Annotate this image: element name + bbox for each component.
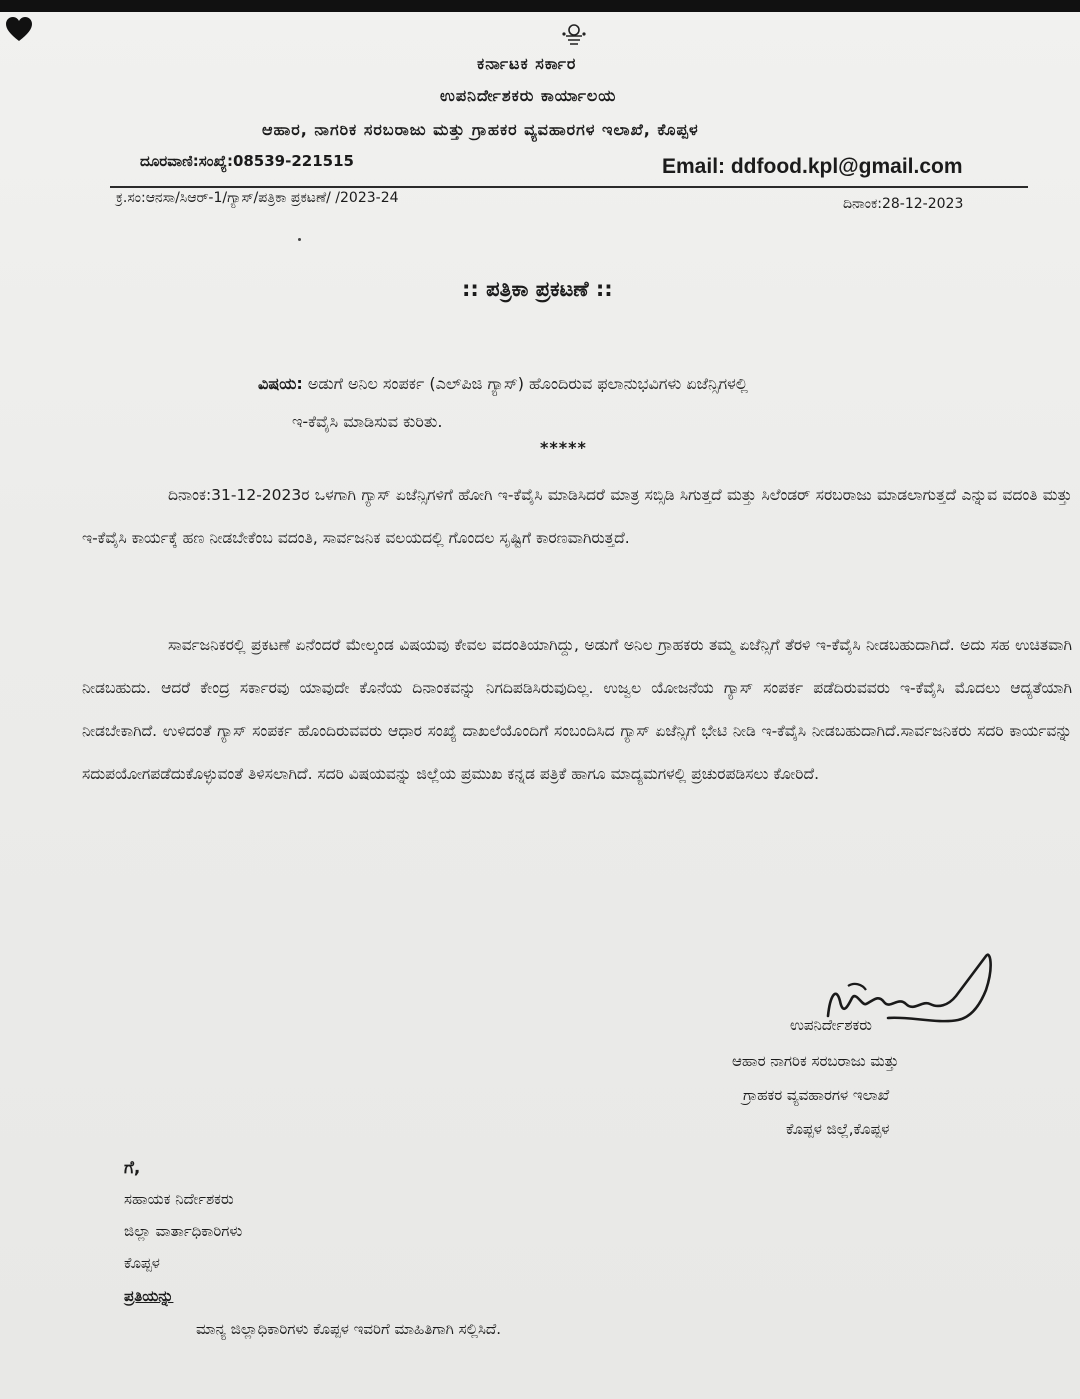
government-name: ಕರ್ನಾಟಕ ಸರ್ಕಾರ — [477, 54, 577, 73]
recipient-line-2: ಜಿಲ್ಲಾ ವಾರ್ತಾಧಿಕಾರಿಗಳು — [124, 1222, 243, 1240]
to-label: ಗೆ, — [124, 1158, 141, 1178]
signatory-designation: ಉಪನಿರ್ದೇಶಕರು — [790, 1016, 872, 1034]
copy-label: ಪ್ರತಿಯನ್ನು — [124, 1287, 174, 1305]
department-name: ಆಹಾರ, ನಾಗರಿಕ ಸರಬರಾಜು ಮತ್ತು ಗ್ರಾಹಕರ ವ್ಯವಹಾರಗಳ ಇಲಾಖೆ, ಕೊಪ್ಪಳ — [262, 120, 699, 139]
top-bar — [0, 0, 1080, 12]
reference-number: ಕ್ರ.ಸಂ:ಆನಸಾ/ಸಿಆರ್-1/ಗ್ಯಾಸ್/ಪತ್ರಿಕಾ ಪ್ರಕಟಣೆ/ /2023-24 — [116, 190, 399, 206]
email-address: Email: ddfood.kpl@gmail.com — [662, 155, 963, 178]
body-paragraph-2: ಸಾರ್ವಜನಿಕರಲ್ಲಿ ಪ್ರಕಟಣೆ ಏನೆಂದರೆ ಮೇಲ್ಕಂಡ ವಿಷಯವು ಕೇವಲ ವದಂತಿಯಾಗಿದ್ದು, ಅಡುಗೆ ಅನಿಲ ಗ್ರಾಹಕರು ತಮ್ಮ ಏಜೆನ್ಸಿಗೆ ತೆರಳಿ ಇ-ಕೆವೈಸಿ ನೀಡಬಹುದಾಗಿದೆ. ಅದು ಸಹ ಉಚಿತವಾಗಿ ನೀಡಬಹುದು. ಆದರೆ ಕೇಂದ್ರ ಸರ್ಕಾರವು ಯಾವುದೇ ಕೊನೆಯ ದಿನಾಂಕವನ್ನು ನಿಗದಿಪಡಿಸಿರುವುದಿಲ್ಲ. ಉಜ್ವಲ ಯೋಜನೆಯ ಗ್ಯಾಸ್ ಸಂಪರ್ಕ ಪಡೆದಿರುವವರು ಇ-ಕೆವೈಸಿ ಮೊದಲು ಆದ್ಯತೆಯಾಗಿ ನೀಡಬೇಕಾಗಿದೆ. ಉಳಿದಂತೆ ಗ್ಯಾಸ್ ಸಂಪರ್ಕ ಹೊಂದಿರುವವರು ಆಧಾರ ಸಂಖ್ಯೆ ದಾಖಲೆಯೊಂದಿಗೆ ಸಂಬಂದಿಸಿದ ಗ್ಯಾಸ್ ಏಜೆನ್ಸಿಗೆ ಭೇಟಿ ನೀಡಿ ಇ-ಕೆವೈಸಿ ನೀಡಬಹುದಾಗಿದೆ.ಸಾರ್ವಜನಿಕರು ಸದರಿ ಕಾರ್ಯವನ್ನು ಸದುಪಯೋಗಪಡೆದುಕೊಳ್ಳುವಂತೆ ತಿಳಿಸಲಾಗಿದೆ. ಸದರಿ ವಿಷಯವನ್ನು ಜಿಲ್ಲೆಯ ಪ್ರಮುಖ ಕನ್ನಡ ಪತ್ರಿಕೆ ಹಾಗೂ ಮಾದ್ಯಮಗಳಲ್ಲಿ ಪ್ರಚುರಪಡಿಸಲು ಕೋರಿದೆ. — [82, 636, 1072, 783]
header-divider — [110, 186, 1028, 188]
page-title: :: ಪತ್ರಿಕಾ ಪ್ರಕಟಣೆ :: — [462, 277, 613, 301]
speck — [298, 238, 301, 241]
signatory-department-1: ಆಹಾರ ನಾಗರಿಕ ಸರಬರಾಜು ಮತ್ತು — [732, 1052, 899, 1070]
separator-stars: ***** — [540, 438, 587, 457]
heart-icon — [4, 14, 34, 44]
office-name: ಉಪನಿರ್ದೇಶಕರು ಕಾರ್ಯಾಲಯ — [440, 86, 617, 105]
signatory-department-2: ಗ್ರಾಹಕರ ವ್ಯವಹಾರಗಳ ಇಲಾಖೆ — [743, 1086, 890, 1104]
body-paragraph-1: ದಿನಾಂಕ:31-12-2023ರ ಒಳಗಾಗಿ ಗ್ಯಾಸ್ ಏಜೆನ್ಸಿಗಳಿಗೆ ಹೋಗಿ ಇ-ಕೆವೈಸಿ ಮಾಡಿಸಿದರೆ ಮಾತ್ರ ಸಬ್ಸಿಡಿ ಸಿಗುತ್ತದೆ ಮತ್ತು ಸಿಲೆಂಡರ್ ಸರಬರಾಜು ಮಾಡಲಾಗುತ್ತದೆ ಎನ್ನುವ ವದಂತಿ ಮತ್ತು ಇ-ಕೆವೈಸಿ ಕಾರ್ಯಕ್ಕೆ ಹಣ ನೀಡಬೇಕೆಂಬ ವದಂತಿ, ಸಾರ್ವಜನಿಕ ವಲಯದಲ್ಲಿ ಗೊಂದಲ ಸೃಷ್ಟಿಗೆ ಕಾರಣವಾಗಿರುತ್ತದೆ. — [82, 486, 1072, 547]
subject-block — [258, 365, 1058, 441]
government-emblem-icon — [556, 22, 592, 50]
phone-number: ದೂರವಾಣಿ:ಸಂಖ್ಯೆ:08539-221515 — [140, 152, 354, 170]
subject-label: ವಿಷಯ: — [258, 374, 303, 393]
recipient-line-1: ಸಹಾಯಕ ನಿರ್ದೇಶಕರು — [124, 1190, 234, 1208]
document-date: ದಿನಾಂಕ:28-12-2023 — [843, 196, 964, 212]
copy-recipient: ಮಾನ್ಯ ಜಿಲ್ಲಾಧಿಕಾರಿಗಳು ಕೊಪ್ಪಳ ಇವರಿಗೆ ಮಾಹಿತಿಗಾಗಿ ಸಲ್ಲಿಸಿದೆ. — [196, 1320, 501, 1338]
signatory-location: ಕೊಪ್ಪಳ ಜಿಲ್ಲೆ,ಕೊಪ್ಪಳ — [786, 1120, 890, 1138]
subject-line-2: ಇ-ಕೆವೈಸಿ ಮಾಡಿಸುವ ಕುರಿತು. — [292, 412, 443, 431]
recipient-line-3: ಕೊಪ್ಪಳ — [124, 1254, 160, 1272]
subject-line-1: ಅಡುಗೆ ಅನಿಲ ಸಂಪರ್ಕ (ಎಲ್‌ಪಿಜಿ ಗ್ಯಾಸ್) ಹೊಂದಿರುವ ಫಲಾನುಭವಿಗಳು ಏಜೆನ್ಸಿಗಳಲ್ಲಿ — [302, 374, 748, 393]
